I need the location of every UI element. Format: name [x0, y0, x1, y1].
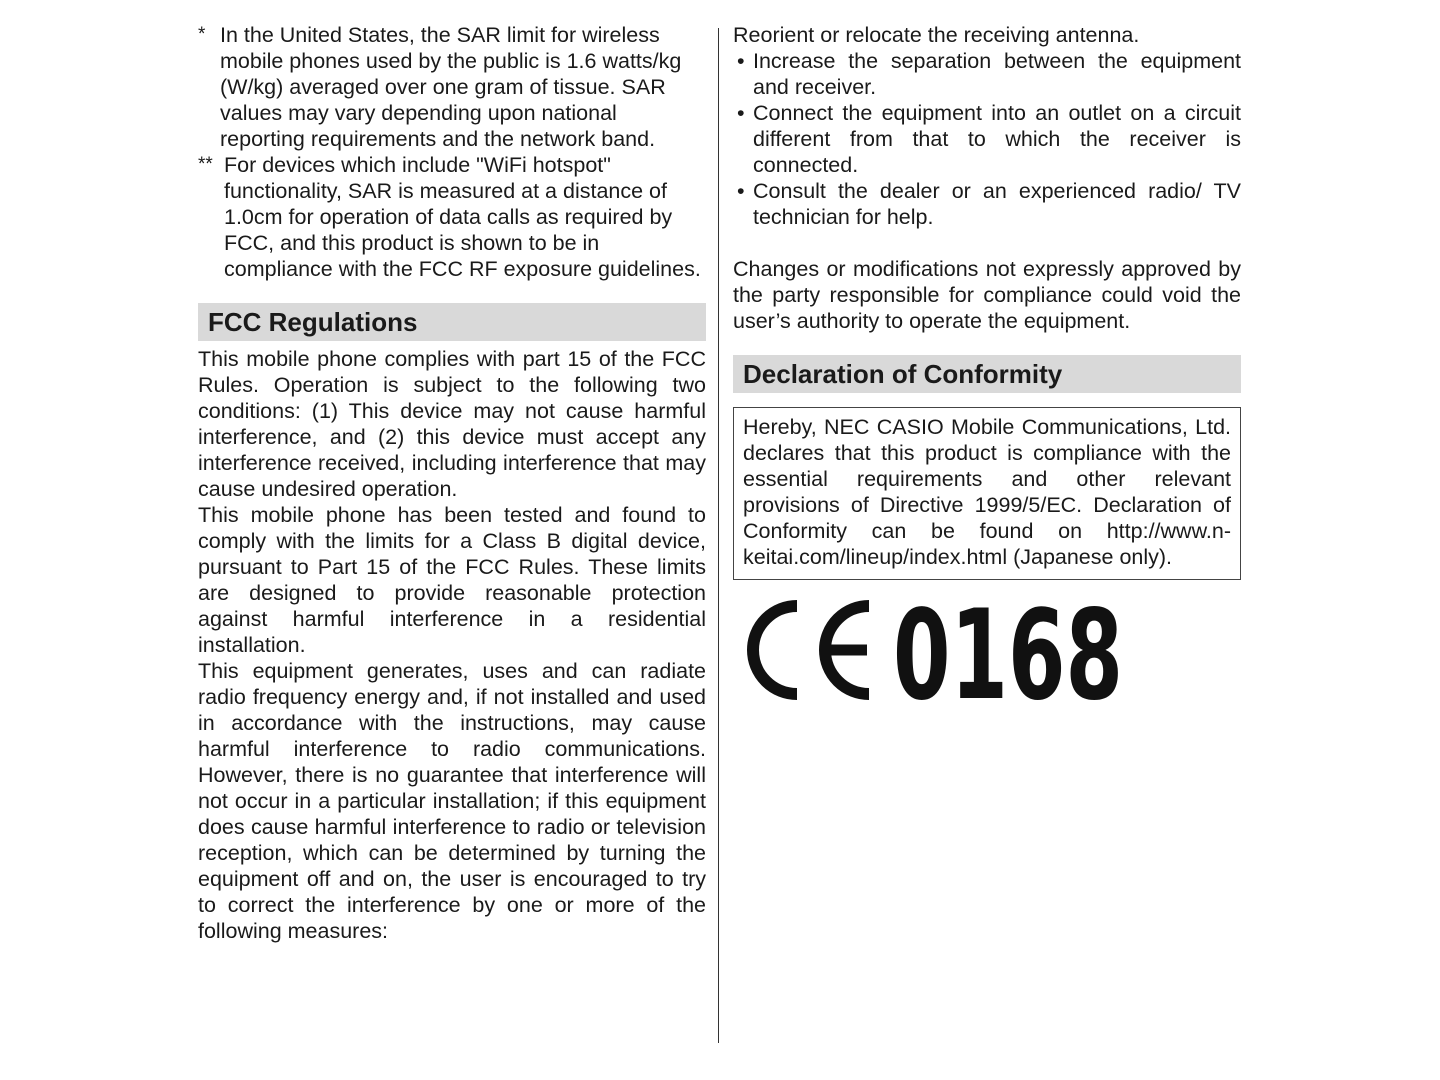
measure-item — [733, 48, 1241, 100]
wifi-hotspot-note — [198, 152, 706, 282]
column-divider — [718, 28, 719, 1043]
note-marker-single-asterisk: * — [198, 24, 206, 45]
sar-limit-note-text: In the United States, the SAR limit for wireless mobile phones used by the public is 1.6 watts/kg (W/kg) averaged over one gram of tissue. SAR values may vary depending upon national reporting requirements and the network band. — [220, 23, 682, 151]
measure-item-text: Increase the separation between the equipment and receiver. — [753, 49, 1241, 99]
ce-mark-icon — [733, 584, 1133, 728]
left-column — [198, 22, 706, 944]
fcc-class-b-paragraph: This mobile phone has been tested and found to comply with the limits for a Class B digital device, pursuant to Part 15 of the FCC Rules. These limits are designed to provide reasonable protection against harmful interference in a residential installation. — [198, 503, 706, 657]
measure-reorient-antenna: Reorient or relocate the receiving antenna. — [733, 23, 1140, 47]
measure-item-text: Consult the dealer or an experienced radio/ TV technician for help. — [753, 179, 1241, 229]
bullet-icon: • — [737, 179, 745, 203]
sar-limit-note — [198, 22, 706, 152]
fcc-part15-paragraph: This mobile phone complies with part 15 of the FCC Rules. Operation is subject to the following two conditions: (1) This device may not cause harmful interference, and (2) this device must accept any interference received, including interference that may cause undesired operation. — [198, 347, 706, 501]
measure-item — [733, 100, 1241, 178]
fcc-regulations-heading: FCC Regulations — [198, 303, 706, 341]
fcc-interference-paragraph: This equipment generates, uses and can radiate radio frequency energy and, if not installed and used in accordance with the instructions, may cause harmful interference to radio communications. However, there is no guarantee that interference will not occur in a particular installation; if this equipment does cause harmful interference to radio or television reception, which can be determined by turning the equipment off and on, the user is encouraged to try to correct the interference by one or more of the following measures: — [198, 659, 706, 943]
bullet-icon: • — [737, 101, 745, 125]
ce-mark-c-glyph — [753, 606, 797, 694]
changes-modifications-paragraph: Changes or modifications not expressly approved by the party responsible for compliance could void the user’s authority to operate the equipment. — [733, 257, 1241, 333]
wifi-hotspot-note-text: For devices which include "WiFi hotspot" functionality, SAR is measured at a distance of 1.0cm for operation of data calls as required by FCC, and this product is shown to be in compliance with the FCC RF exposure guidelines. — [224, 153, 701, 281]
declaration-box — [733, 407, 1241, 580]
declaration-of-conformity-heading: Declaration of Conformity — [733, 355, 1241, 393]
declaration-text: Hereby, NEC CASIO Mobile Communications, Ltd. declares that this product is compliance with the essential requirements and other relevant provisions of Directive 1999/5/EC. Declaration of Conformity can be found on http://www.n-keitai.com/lineup/index.html (Japanese only). — [743, 415, 1231, 569]
measure-item — [733, 178, 1241, 230]
right-column — [733, 22, 1241, 728]
note-marker-double-asterisk: ** — [198, 154, 213, 175]
bullet-icon: • — [737, 49, 745, 73]
measure-item-text: Connect the equipment into an outlet on a circuit different from that to which the receiver is connected. — [753, 101, 1241, 177]
ce-notified-body-number: 0168 — [893, 584, 1123, 728]
